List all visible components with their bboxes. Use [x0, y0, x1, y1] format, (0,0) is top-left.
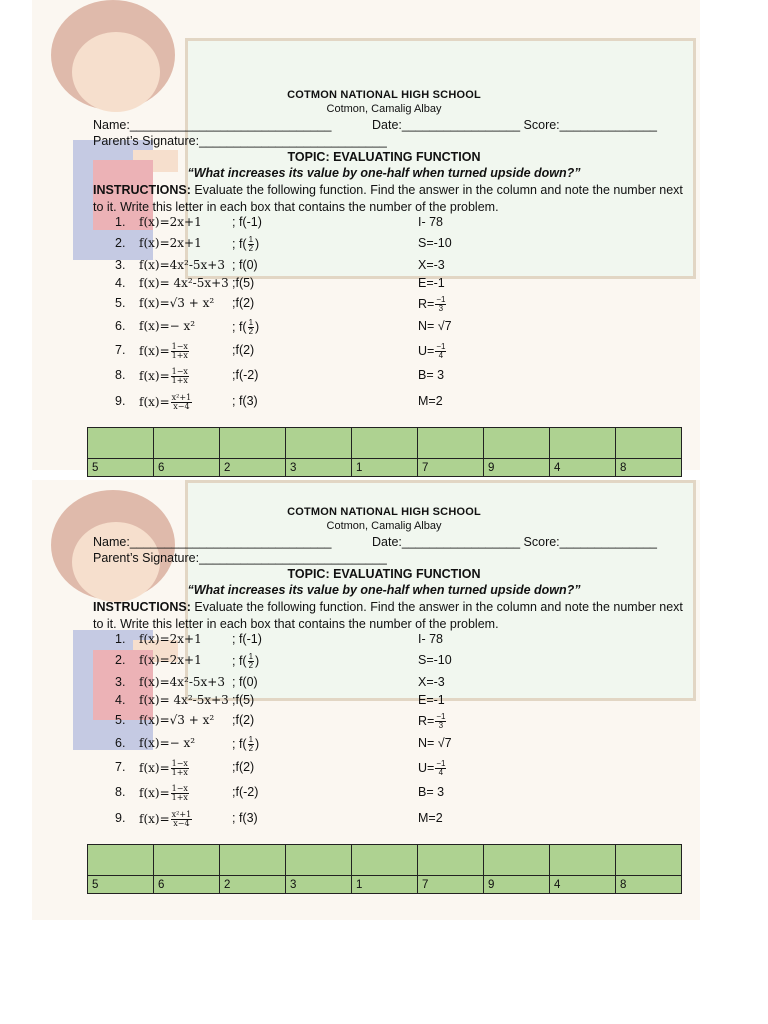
- problem-number: 9.: [115, 394, 126, 408]
- answer-letter-box[interactable]: [352, 845, 418, 876]
- answer-choice: I- 78: [418, 215, 444, 229]
- function-prefix: f(x)=: [139, 369, 170, 383]
- answer-box-number: 4: [550, 876, 616, 894]
- answer-choice: X=-3: [418, 258, 445, 272]
- problem-argument: ;f(2): [232, 713, 255, 727]
- fraction-denominator: 3: [438, 721, 444, 730]
- problem-number: 3.: [115, 675, 126, 689]
- function-prefix: f(x)=: [139, 812, 170, 826]
- answer-box-number: 3: [286, 876, 352, 894]
- instructions-label: INSTRUCTIONS:: [93, 183, 191, 197]
- worksheet-copy-top: [0, 0, 768, 475]
- problem-number: 1.: [115, 632, 126, 646]
- answer-grid: [87, 844, 682, 894]
- problem-function: f(x)=− x²: [139, 319, 196, 333]
- answer-letter-box[interactable]: [484, 845, 550, 876]
- problem-number: 9.: [115, 811, 126, 825]
- riddle-question: “What increases its value by one-half when turned upside down?”: [187, 583, 581, 597]
- fraction-numerator: 1: [248, 652, 254, 661]
- fraction-numerator: 1−x: [171, 367, 188, 376]
- problem-number: 3.: [115, 258, 126, 272]
- riddle-question: “What increases its value by one-half when turned upside down?”: [187, 166, 581, 180]
- fraction-numerator: 1−x: [171, 342, 188, 351]
- answer-box-number: 1: [352, 459, 418, 477]
- problem-function: f(x)=4x²-5x+3: [139, 675, 225, 689]
- problem-function: f(x)=√3 + x²: [139, 296, 215, 310]
- answer-fraction: [435, 760, 446, 777]
- fraction-denominator: x−4: [173, 402, 190, 411]
- problem-function: f(x)=4x²-5x+3: [139, 258, 225, 272]
- problem-argument: ; f(-1): [232, 632, 262, 646]
- problem-argument: [232, 736, 259, 753]
- answer-box-number: 7: [418, 876, 484, 894]
- answer-choice: [418, 713, 447, 730]
- parent-signature-field[interactable]: Parent’s Signature:___________________________: [93, 134, 387, 148]
- answer-letter-box[interactable]: [220, 845, 286, 876]
- problem-function: [139, 785, 190, 802]
- answer-choice: N= √7: [418, 319, 452, 333]
- answer-box-number: 6: [154, 459, 220, 477]
- answer-letter-box[interactable]: [154, 845, 220, 876]
- argument-fraction: [248, 736, 254, 753]
- problem-argument: ; f(0): [232, 258, 258, 272]
- problem-function: [139, 811, 193, 828]
- problem-function: f(x)=− x²: [139, 736, 196, 750]
- argument-suffix: ): [255, 319, 260, 334]
- problem-argument: ;f(2): [232, 760, 255, 774]
- parent-signature-field[interactable]: Parent’s Signature:___________________________: [93, 551, 387, 565]
- problem-function: f(x)=2x+1: [139, 215, 202, 229]
- date-score-field[interactable]: Date:_________________ Score:______________: [372, 118, 657, 132]
- answer-letter-box[interactable]: [418, 845, 484, 876]
- fraction-denominator: 2: [248, 327, 254, 336]
- answer-box-number: 5: [88, 459, 154, 477]
- answer-letter-box[interactable]: [550, 845, 616, 876]
- fraction-denominator: 1+x: [171, 793, 188, 802]
- problem-function: f(x)= 4x²-5x+3: [139, 276, 229, 290]
- answer-choice: B= 3: [418, 368, 445, 382]
- problem-argument: ; f(-1): [232, 215, 262, 229]
- problem-argument: ;f(5): [232, 276, 255, 290]
- answer-choice: M=2: [418, 394, 443, 408]
- problem-argument: ;f(-2): [232, 368, 259, 382]
- topic-heading: TOPIC: EVALUATING FUNCTION: [287, 567, 481, 581]
- answer-choice: X=-3: [418, 675, 445, 689]
- answer-choice: [418, 296, 447, 313]
- problem-number: 8.: [115, 785, 126, 799]
- problem-number: 4.: [115, 693, 126, 707]
- fraction-numerator: 1: [248, 235, 254, 244]
- problem-function: f(x)=√3 + x²: [139, 713, 215, 727]
- problem-argument: ; f(3): [232, 811, 258, 825]
- answer-letter-box[interactable]: [88, 845, 154, 876]
- problem-function: f(x)=2x+1: [139, 632, 202, 646]
- answer-letter-box[interactable]: [286, 845, 352, 876]
- problem-function: [139, 394, 193, 411]
- answer-box-number: 9: [484, 876, 550, 894]
- answer-box-number: 1: [352, 876, 418, 894]
- answer-number-row: [88, 876, 682, 894]
- problem-number: 5.: [115, 713, 126, 727]
- argument-suffix: ): [255, 653, 260, 668]
- problem-argument: ;f(-2): [232, 785, 259, 799]
- problem-argument: [232, 653, 259, 670]
- answer-box-number: 2: [220, 876, 286, 894]
- answer-fraction: [435, 296, 446, 313]
- problem-argument: [232, 236, 259, 253]
- function-prefix: f(x)=: [139, 786, 170, 800]
- problem-number: 2.: [115, 653, 126, 667]
- answer-choice: B= 3: [418, 785, 445, 799]
- school-address: Cotmon, Camalig Albay: [326, 520, 442, 532]
- function-prefix: f(x)=: [139, 761, 170, 775]
- instructions: [93, 182, 693, 215]
- answer-prefix: R=: [418, 296, 435, 311]
- function-fraction: [171, 811, 193, 828]
- fraction-denominator: 2: [248, 661, 254, 670]
- problem-function: f(x)=2x+1: [139, 653, 202, 667]
- problem-function: f(x)= 4x²-5x+3: [139, 693, 229, 707]
- fraction-numerator: 1−x: [171, 784, 188, 793]
- function-fraction: [171, 343, 189, 360]
- argument-prefix: ; f(: [232, 319, 247, 334]
- function-fraction: [171, 785, 189, 802]
- fraction-denominator: x−4: [173, 819, 190, 828]
- problem-number: 7.: [115, 760, 126, 774]
- answer-fraction: [435, 343, 446, 360]
- argument-suffix: ): [255, 736, 260, 751]
- worksheet-copy-bottom: [0, 417, 768, 892]
- answer-choice: E=-1: [418, 276, 445, 290]
- argument-prefix: ; f(: [232, 653, 247, 668]
- problem-number: 2.: [115, 236, 126, 250]
- problem-argument: ;f(5): [232, 693, 255, 707]
- answer-box-number: 8: [616, 459, 682, 477]
- fraction-numerator: x²+1: [171, 393, 192, 402]
- problem-number: 5.: [115, 296, 126, 310]
- answer-choice: E=-1: [418, 693, 445, 707]
- name-field[interactable]: Name:_____________________________: [93, 118, 332, 132]
- problem-number: 6.: [115, 736, 126, 750]
- instructions-text: Evaluate the following function. Find the answer in the column and note the number next to it. Write this letter in each box that contains the number of the problem.: [93, 183, 683, 214]
- fraction-denominator: 1+x: [171, 376, 188, 385]
- fraction-numerator: −1: [436, 759, 446, 768]
- problem-function: [139, 343, 190, 360]
- answer-box-number: 5: [88, 876, 154, 894]
- answer-box-number: 2: [220, 459, 286, 477]
- answer-prefix: U=: [418, 343, 435, 358]
- problem-argument: ;f(2): [232, 343, 255, 357]
- fraction-numerator: −1: [436, 342, 446, 351]
- answer-box-number: 7: [418, 459, 484, 477]
- instructions-text: Evaluate the following function. Find the answer in the column and note the number next to it. Write this letter in each box that contains the number of the problem.: [93, 600, 683, 631]
- fraction-numerator: 1: [248, 318, 254, 327]
- problem-number: 6.: [115, 319, 126, 333]
- function-prefix: f(x)=: [139, 395, 170, 409]
- fraction-numerator: 1−x: [171, 759, 188, 768]
- problem-function: f(x)=2x+1: [139, 236, 202, 250]
- argument-fraction: [248, 319, 254, 336]
- answer-letter-box[interactable]: [616, 845, 682, 876]
- answer-box-number: 4: [550, 459, 616, 477]
- answer-fraction: [435, 713, 446, 730]
- argument-prefix: ; f(: [232, 236, 247, 251]
- fraction-numerator: −1: [436, 295, 446, 304]
- answer-box-number: 6: [154, 876, 220, 894]
- answer-choice: M=2: [418, 811, 443, 825]
- fraction-numerator: −1: [436, 712, 446, 721]
- problem-argument: ;f(2): [232, 296, 255, 310]
- topic-heading: TOPIC: EVALUATING FUNCTION: [287, 150, 481, 164]
- problem-number: 1.: [115, 215, 126, 229]
- answer-letter-row: [88, 845, 682, 876]
- school-address: Cotmon, Camalig Albay: [326, 103, 442, 115]
- problem-number: 7.: [115, 343, 126, 357]
- answer-choice: N= √7: [418, 736, 452, 750]
- problem-function: [139, 368, 190, 385]
- fraction-denominator: 4: [438, 351, 444, 360]
- problem-argument: ; f(3): [232, 394, 258, 408]
- fraction-numerator: x²+1: [171, 810, 192, 819]
- instructions-label: INSTRUCTIONS:: [93, 600, 191, 614]
- fraction-numerator: 1: [248, 735, 254, 744]
- answer-choice: I- 78: [418, 632, 444, 646]
- answer-prefix: U=: [418, 760, 435, 775]
- fraction-denominator: 2: [248, 244, 254, 253]
- argument-fraction: [248, 236, 254, 253]
- answer-choice: S=-10: [418, 653, 452, 667]
- fraction-denominator: 3: [438, 304, 444, 313]
- name-field[interactable]: Name:_____________________________: [93, 535, 332, 549]
- argument-suffix: ): [255, 236, 260, 251]
- problem-argument: [232, 319, 259, 336]
- fraction-denominator: 2: [248, 744, 254, 753]
- problem-number: 8.: [115, 368, 126, 382]
- school-name: COTMON NATIONAL HIGH SCHOOL: [287, 506, 481, 518]
- answer-choice: S=-10: [418, 236, 452, 250]
- answer-choice: [418, 760, 447, 777]
- problem-function: [139, 760, 190, 777]
- function-fraction: [171, 394, 193, 411]
- fraction-denominator: 4: [438, 768, 444, 777]
- argument-prefix: ; f(: [232, 736, 247, 751]
- function-fraction: [171, 760, 189, 777]
- function-prefix: f(x)=: [139, 344, 170, 358]
- instructions: [93, 599, 693, 632]
- function-fraction: [171, 368, 189, 385]
- fraction-denominator: 1+x: [171, 768, 188, 777]
- answer-box-number: 3: [286, 459, 352, 477]
- answer-box-number: 8: [616, 876, 682, 894]
- problem-number: 4.: [115, 276, 126, 290]
- date-score-field[interactable]: Date:_________________ Score:______________: [372, 535, 657, 549]
- fraction-denominator: 1+x: [171, 351, 188, 360]
- problem-argument: ; f(0): [232, 675, 258, 689]
- answer-choice: [418, 343, 447, 360]
- school-name: COTMON NATIONAL HIGH SCHOOL: [287, 89, 481, 101]
- answer-box-number: 9: [484, 459, 550, 477]
- answer-prefix: R=: [418, 713, 435, 728]
- argument-fraction: [248, 653, 254, 670]
